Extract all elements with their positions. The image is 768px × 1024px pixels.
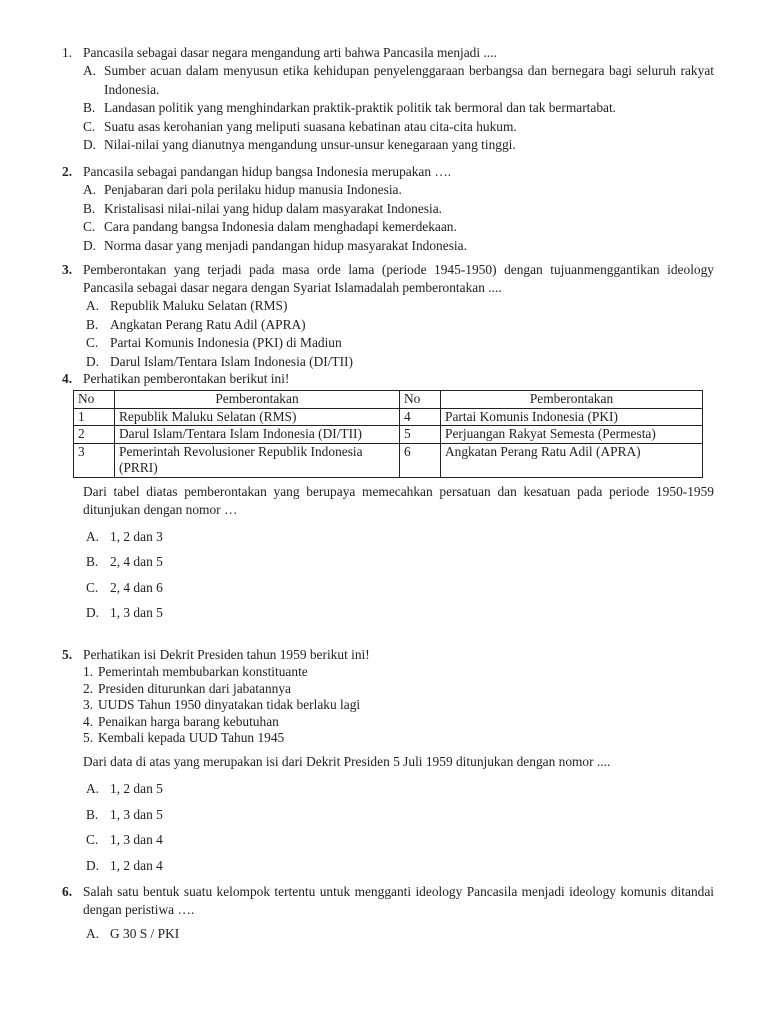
table-cell: Perjuangan Rakyat Semesta (Permesta) xyxy=(441,426,703,444)
table-row xyxy=(74,426,703,444)
item-text: Presiden diturunkan dari jabatannya xyxy=(98,680,291,696)
option-b xyxy=(86,806,714,825)
list-item xyxy=(83,664,714,681)
option-letter: A. xyxy=(83,182,97,197)
option-text: Cara pandang bangsa Indonesia dalam menghadapi kemerdekaan. xyxy=(104,219,457,234)
item-text: Kembali kepada UUD Tahun 1945 xyxy=(98,730,285,746)
table-cell: Partai Komunis Indonesia (PKI) xyxy=(441,408,703,426)
option-a xyxy=(86,528,714,547)
question-number: 2. xyxy=(62,164,73,179)
option-text: 2, 4 dan 5 xyxy=(110,554,163,569)
option-text: Angkatan Perang Ratu Adil (APRA) xyxy=(110,316,306,332)
option-letter: D. xyxy=(86,353,100,369)
option-letter: B. xyxy=(86,554,99,569)
table-cell: Angkatan Perang Ratu Adil (APRA) xyxy=(441,443,703,477)
option-text: 1, 2 dan 5 xyxy=(110,781,163,797)
option-letter: B. xyxy=(83,100,96,115)
option-c xyxy=(86,579,714,598)
question-6 xyxy=(62,883,714,944)
option-letter: B. xyxy=(86,806,99,822)
table-row xyxy=(74,443,703,477)
option-text: 1, 3 dan 5 xyxy=(110,605,163,620)
table-cell: 6 xyxy=(400,443,441,477)
option-letter: A. xyxy=(86,528,100,544)
table-row xyxy=(74,408,703,426)
question-4 xyxy=(62,370,714,623)
option-c xyxy=(83,118,714,137)
question-text: Perhatikan isi Dekrit Presiden tahun 1959 berikut ini! xyxy=(83,647,370,662)
item-number: 2. xyxy=(83,680,94,696)
option-a xyxy=(86,297,714,316)
option-letter: A. xyxy=(83,63,97,78)
option-letter: D. xyxy=(86,605,100,620)
option-text: Suatu asas kerohanian yang meliputi suasana kebatinan atau cita-cita hukum. xyxy=(104,118,517,134)
table-cell: 3 xyxy=(74,443,115,477)
question-prompt: Dari tabel diatas pemberontakan yang berupaya memecahkan persatuan dan kesatuan pada periode 1950-1959 ditunjukan dengan nomor … xyxy=(83,483,714,517)
option-d xyxy=(83,237,714,256)
option-letter: D. xyxy=(83,237,97,253)
question-number: 5. xyxy=(62,647,73,662)
question-5 xyxy=(62,646,714,875)
option-text: 1, 3 dan 4 xyxy=(110,832,163,848)
table-header-cell: Pemberontakan xyxy=(115,391,400,409)
option-c xyxy=(86,831,714,850)
list-item xyxy=(83,697,714,714)
option-text: 1, 2 dan 3 xyxy=(110,528,163,544)
option-letter: D. xyxy=(83,137,97,152)
option-text: 1, 2 dan 4 xyxy=(110,857,163,873)
option-d xyxy=(86,353,714,372)
option-c xyxy=(86,334,714,353)
option-letter: C. xyxy=(83,118,96,134)
question-number: 4. xyxy=(62,371,73,386)
question-3 xyxy=(62,261,714,371)
item-number: 1. xyxy=(83,664,94,679)
option-a xyxy=(86,925,714,944)
option-text: G 30 S / PKI xyxy=(110,926,180,941)
option-text: Penjabaran dari pola perilaku hidup manusia Indonesia. xyxy=(104,182,402,197)
option-text: Nilai-nilai yang dianutnya mengandung unsur-unsur kenegaraan yang tinggi. xyxy=(104,137,516,152)
option-text: Landasan politik yang menghindarkan praktik-praktik politik tak bermoral dan tak bermartabat. xyxy=(104,100,617,115)
question-text: Salah satu bentuk suatu kelompok tertentu untuk mengganti ideology Pancasila menjadi ideology komunis ditandai dengan peristiwa …. xyxy=(83,884,714,917)
option-b xyxy=(83,99,714,118)
option-letter: C. xyxy=(86,832,99,848)
item-number: 5. xyxy=(83,730,94,746)
option-text: Kristalisasi nilai-nilai yang hidup dalam masyarakat Indonesia. xyxy=(104,200,443,216)
option-c xyxy=(83,218,714,237)
rebellion-table xyxy=(73,390,703,478)
option-text: 1, 3 dan 5 xyxy=(110,806,163,822)
question-number: 3. xyxy=(62,262,73,277)
option-text: Darul Islam/Tentara Islam Indonesia (DI/TII) xyxy=(110,353,353,369)
question-text: Pancasila sebagai dasar negara mengandung arti bahwa Pancasila menjadi .... xyxy=(83,45,497,60)
item-text: UUDS Tahun 1950 dinyatakan tidak berlaku lagi xyxy=(98,697,361,713)
item-number: 4. xyxy=(83,713,94,729)
table-cell: 1 xyxy=(74,408,115,426)
list-item xyxy=(83,681,714,698)
option-b xyxy=(86,316,714,335)
option-letter: C. xyxy=(86,335,99,350)
question-number: 6. xyxy=(62,884,73,899)
option-text: Sumber acuan dalam menyusun etika kehidupan penyelenggaraan berbangsa dan bernegara bagi seluruh rakyat Indonesia. xyxy=(104,63,714,97)
question-text: Pancasila sebagai pandangan hidup bangsa Indonesia merupakan …. xyxy=(83,164,452,179)
option-b xyxy=(86,553,714,572)
table-header-cell: No xyxy=(74,391,115,409)
table-cell: Pemerintah Revolusioner Republik Indonesia (PRRI) xyxy=(115,443,400,477)
option-d xyxy=(86,857,714,876)
option-letter: A. xyxy=(86,781,100,797)
option-letter: A. xyxy=(86,298,100,313)
option-letter: C. xyxy=(83,219,96,234)
option-letter: B. xyxy=(83,200,96,216)
option-letter: C. xyxy=(86,579,99,595)
option-text: Norma dasar yang menjadi pandangan hidup masyarakat Indonesia. xyxy=(104,237,467,253)
option-a xyxy=(83,181,714,200)
question-text: Pemberontakan yang terjadi pada masa orde lama (periode 1945-1950) dengan tujuanmenggantikan ideology Pancasila sebagai dasar negara dengan Syariat Islamadalah pemberontakan .... xyxy=(83,262,714,295)
table-cell: Darul Islam/Tentara Islam Indonesia (DI/TII) xyxy=(115,426,400,444)
option-text: 2, 4 dan 6 xyxy=(110,579,163,595)
table-header-cell: Pemberontakan xyxy=(441,391,703,409)
option-text: Republik Maluku Selatan (RMS) xyxy=(110,298,288,313)
table-cell: 2 xyxy=(74,426,115,444)
question-number: 1. xyxy=(62,45,73,60)
list-item xyxy=(83,730,714,747)
option-letter: A. xyxy=(86,926,100,941)
option-d xyxy=(83,136,714,155)
item-number: 3. xyxy=(83,697,94,713)
item-text: Pemerintah membubarkan konstituante xyxy=(98,664,308,679)
option-a xyxy=(83,62,714,99)
option-text: Partai Komunis Indonesia (PKI) di Madiun xyxy=(110,335,342,350)
question-1 xyxy=(62,44,714,155)
list-item xyxy=(83,714,714,731)
question-prompt: Dari data di atas yang merupakan isi dari Dekrit Presiden 5 Juli 1959 ditunjukan dengan nomor .... xyxy=(83,753,611,769)
table-header-row xyxy=(74,391,703,409)
table-cell: Republik Maluku Selatan (RMS) xyxy=(115,408,400,426)
question-2 xyxy=(62,163,714,255)
option-d xyxy=(86,604,714,623)
question-text: Perhatikan pemberontakan berikut ini! xyxy=(83,371,290,386)
table-cell: 5 xyxy=(400,426,441,444)
option-a xyxy=(86,780,714,799)
option-letter: D. xyxy=(86,857,100,873)
table-header-cell: No xyxy=(400,391,441,409)
option-letter: B. xyxy=(86,316,99,332)
table-cell: 4 xyxy=(400,408,441,426)
item-text: Penaikan harga barang kebutuhan xyxy=(98,713,279,729)
option-b xyxy=(83,200,714,219)
